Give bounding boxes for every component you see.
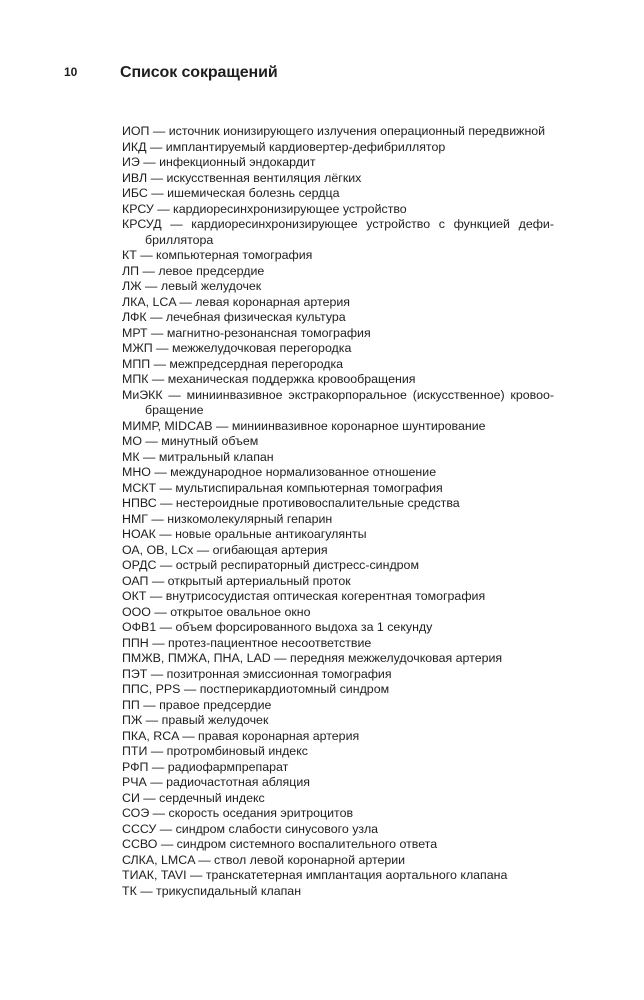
abbreviation-entry: ОАП — открытый артериальный проток <box>122 573 351 588</box>
abbreviation-entry: МиЭКК — миниинвазивное экстракорпоральное (искусственное) кровообращение <box>122 387 554 417</box>
abbreviation-entry: МК — митральный клапан <box>122 449 274 464</box>
abbreviation-entry: МИМР, MIDCAB — миниинвазивное коронарное шунтирование <box>122 418 486 433</box>
abbreviation-entry: НПВС — нестероидные противовоспалительные средства <box>122 496 460 510</box>
abbreviation-entry: ПЖ — правый желудочек <box>122 713 269 727</box>
abbreviation-entry: КРСУД — кардиоресинхронизирующее устройство с функцией дефибриллятора <box>122 217 554 247</box>
abbreviation-entry: МПК — механическая поддержка кровообращения <box>122 372 416 386</box>
abbreviation-entry: ППН — протез-пациентное несоответствие <box>122 635 372 650</box>
abbreviation-entry: МЖП — межжелудочковая перегородка <box>122 341 352 355</box>
abbreviation-entry: СОЭ — скорость оседания эритроцитов <box>122 806 354 820</box>
abbreviation-entry: ТИАК, TAVI — транскатетерная имплантация аортального клапана <box>122 868 508 882</box>
page-title: Список сокращений <box>120 64 278 81</box>
abbreviation-entry: ОКТ — внутрисосудистая оптическая когерентная томография <box>122 589 486 603</box>
abbreviation-entry: ТК — трикуспидальный клапан <box>122 883 302 898</box>
abbreviation-list <box>122 124 554 899</box>
abbreviation-entry: СИ — сердечный индекс <box>122 790 265 805</box>
abbreviation-entry: МПП — межпредсердная перегородка <box>122 356 344 371</box>
abbreviation-entry: ИВЛ — искусственная вентиляция лёгких <box>122 170 362 185</box>
abbreviation-entry: ПП — правое предсердие <box>122 697 272 712</box>
abbreviation-entry: ИКД — имплантируемый кардиовертер-дефибриллятор <box>122 139 446 154</box>
abbreviation-entry: КТ — компьютерная томография <box>122 248 313 262</box>
abbreviation-entry: НМГ — низкомолекулярный гепарин <box>122 511 333 526</box>
abbreviation-entry: ПМЖВ, ПМЖА, ПНА, LAD — передняя межжелудочковая артерия <box>122 651 503 665</box>
abbreviation-entry: МСКТ — мультиспиральная компьютерная томография <box>122 480 443 495</box>
abbreviation-entry: СЛКА, LMCA — ствол левой коронарной артерии <box>122 852 406 867</box>
abbreviation-entry: НОАК — новые оральные антикоагулянты <box>122 527 367 541</box>
abbreviation-entry: ППС, PPS — постперикардиотомный синдром <box>122 682 390 696</box>
abbreviation-entry: ООО — открытое овальное окно <box>122 604 311 619</box>
abbreviation-entry: ОФВ1 — объем форсированного выдоха за 1 секунду <box>122 620 433 634</box>
abbreviation-entry: ЛП — левое предсердие <box>122 263 265 278</box>
abbreviation-entry: РЧА — радиочастотная абляция <box>122 775 310 789</box>
abbreviation-entry: МНО — международное нормализованное отношение <box>122 465 437 479</box>
abbreviation-entry: ПКА, RCA — правая коронарная артерия <box>122 728 360 743</box>
abbreviation-entry: МО — минутный объем <box>122 434 259 448</box>
abbreviation-entry: СССУ — синдром слабости синусового узла <box>122 821 379 836</box>
abbreviation-entry: ПТИ — протромбиновый индекс <box>122 744 308 758</box>
abbreviation-entry: ЛКА, LCA — левая коронарная артерия <box>122 294 351 309</box>
abbreviation-entry: МРТ — магнитно-резонансная томография <box>122 325 371 340</box>
abbreviation-entry: ИОП — источник ионизирующего излучения операционный передвижной <box>122 124 546 138</box>
abbreviation-entry: ПЭТ — позитронная эмиссионная томография <box>122 666 392 681</box>
abbreviation-entry: ЛЖ — левый желудочек <box>122 279 262 293</box>
abbreviation-entry: ОРДС — острый респираторный дистресс-синдром <box>122 558 419 572</box>
abbreviation-entry: РФП — радиофармпрепарат <box>122 759 289 774</box>
abbreviation-entry: ИЭ — инфекционный эндокардит <box>122 155 316 169</box>
page-number: 10 <box>64 65 78 79</box>
abbreviation-entry: ИБС — ишемическая болезнь сердца <box>122 186 340 200</box>
abbreviation-entry: КРСУ — кардиоресинхронизирующее устройство <box>122 201 407 216</box>
abbreviation-entry: ССВО — синдром системного воспалительного ответа <box>122 837 438 851</box>
abbreviation-entry: ЛФК — лечебная физическая культура <box>122 310 346 324</box>
abbreviation-entry: ОА, ОВ, LCx — огибающая артерия <box>122 542 328 557</box>
